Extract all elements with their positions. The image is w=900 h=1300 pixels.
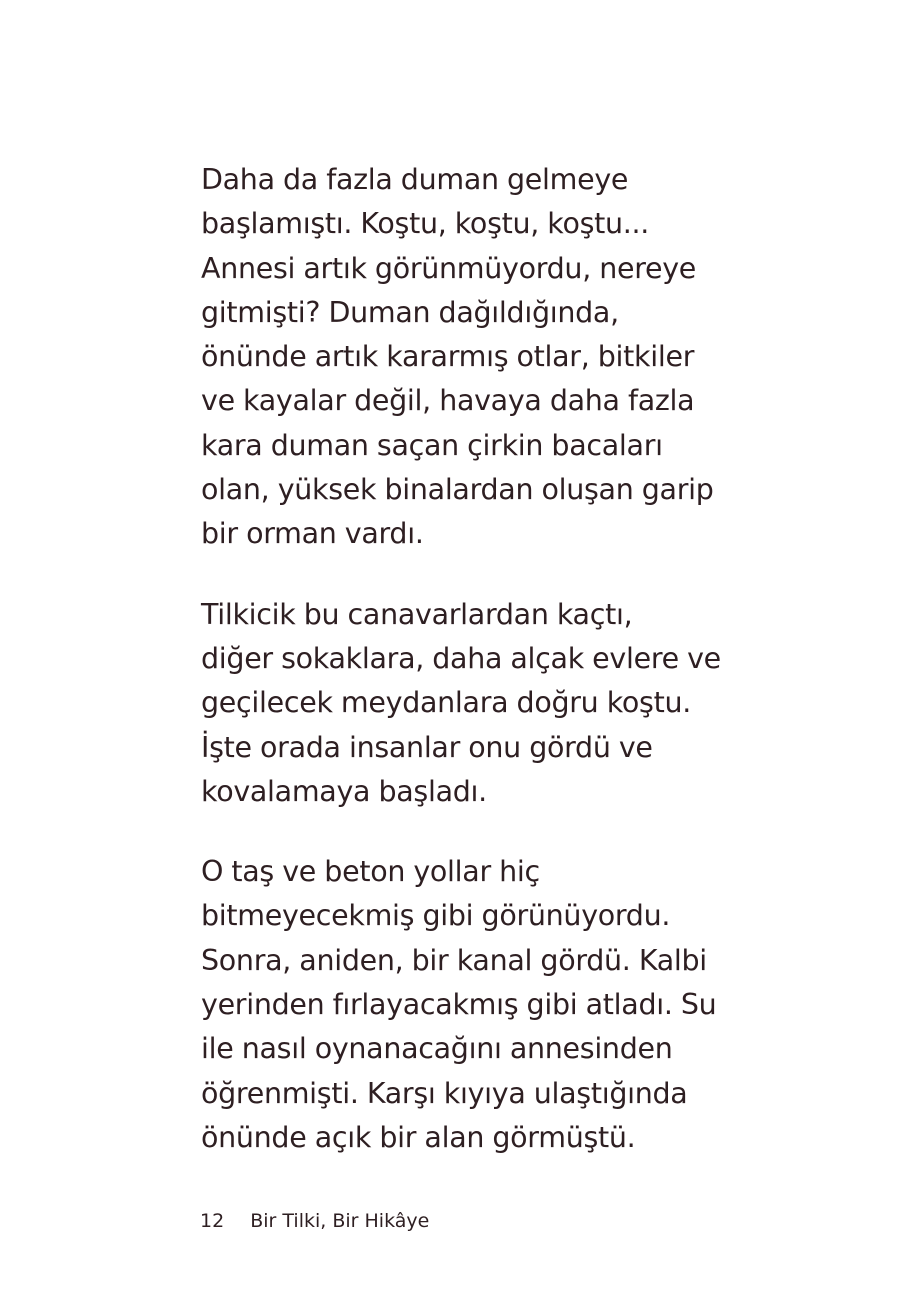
text-line: olan, yüksek binalardan oluşan garip [201, 473, 714, 507]
text-line: önünde açık bir alan görmüştü. [201, 1120, 636, 1154]
text-line: bir orman vardı. [201, 517, 424, 551]
text-line: bitmeyecekmiş gibi görünüyordu. [201, 899, 671, 933]
paragraph-1 [168, 158, 714, 557]
text-line: Tilkicik bu canavarlardan kaçtı, [201, 597, 633, 631]
text-line: kovalamaya başladı. [201, 774, 487, 808]
text-line: diğer sokaklara, daha alçak evlere ve [201, 641, 721, 675]
paragraph-2 [168, 593, 721, 814]
paragraph-3 [168, 850, 717, 1160]
body-text [168, 158, 721, 1196]
text-line: Annesi artık görünmüyordu, nereye [201, 251, 697, 285]
text-line: yerinden fırlayacakmış gibi atladı. Su [201, 988, 717, 1022]
text-line: ile nasıl oynanacağını annesinden [201, 1032, 673, 1066]
running-title: Bir Tilki, Bir Hikâye [250, 1210, 430, 1232]
text-line: önünde artık kararmış otlar, bitkiler [201, 340, 695, 374]
text-line: öğrenmişti. Karşı kıyıya ulaştığında [201, 1076, 688, 1110]
text-line: geçilecek meydanlara doğru koştu. [201, 686, 691, 720]
text-line: kara duman saçan çirkin bacaları [201, 428, 663, 462]
text-line: başlamıştı. Koştu, koştu, koştu... [201, 207, 650, 241]
text-line: İşte orada insanlar onu gördü ve [201, 730, 653, 764]
page-number: 12 [200, 1210, 225, 1232]
text-line: gitmişti? Duman dağıldığında, [201, 295, 619, 329]
text-line: O taş ve beton yollar hiç [201, 855, 540, 889]
text-line: ve kayalar değil, havaya daha fazla [201, 384, 695, 418]
text-line: Sonra, aniden, bir kanal gördü. Kalbi [201, 943, 707, 977]
page-footer [200, 1208, 429, 1234]
text-line: Daha da fazla duman gelmeye [201, 163, 629, 196]
